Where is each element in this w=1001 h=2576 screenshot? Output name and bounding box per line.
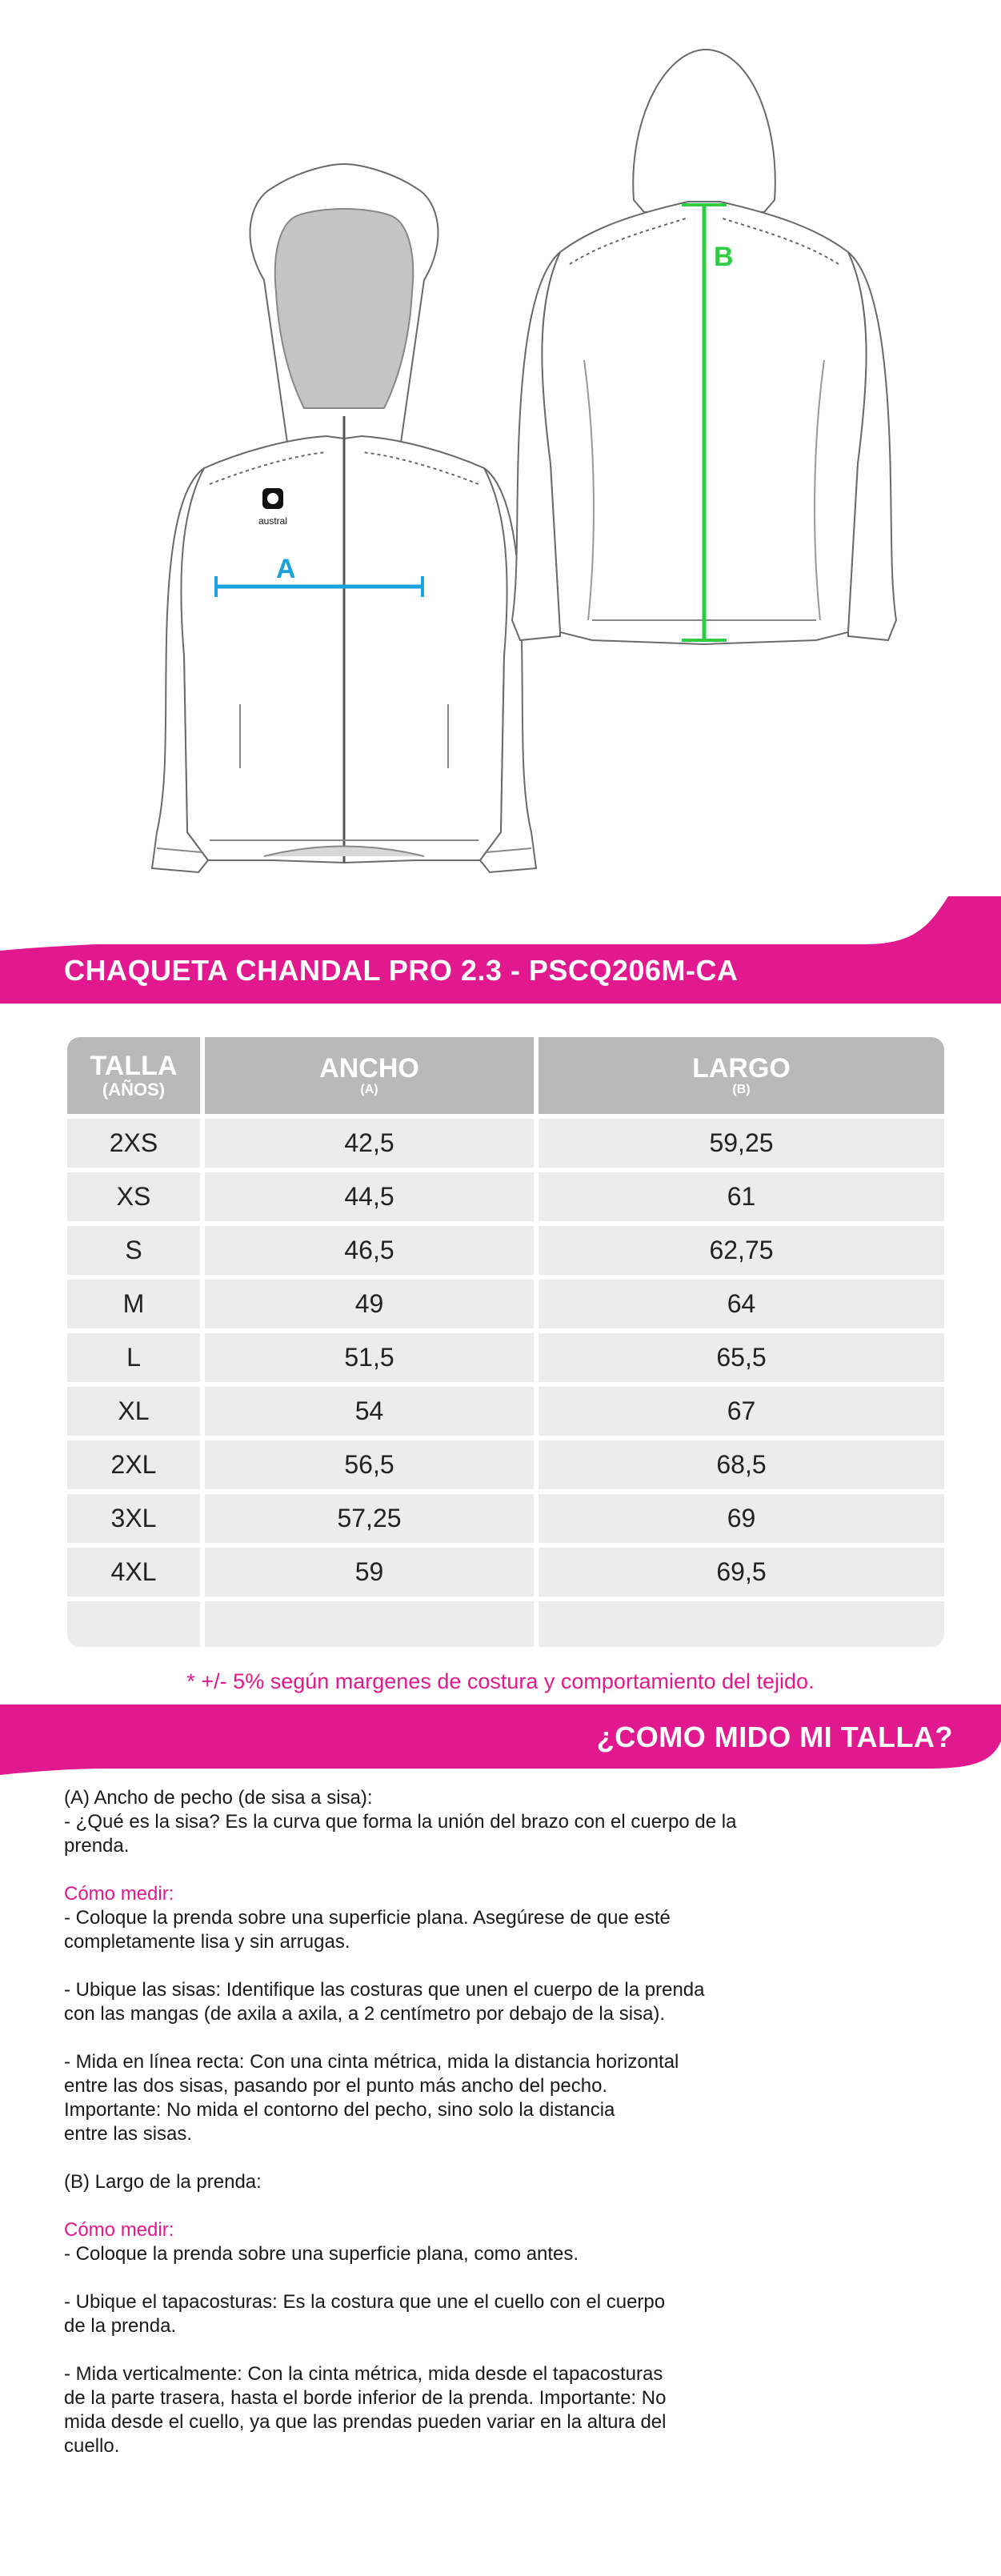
- cell-talla: M: [122, 1289, 145, 1318]
- cell-talla: 3XL: [110, 1504, 157, 1532]
- tolerance-note: * +/- 5% según margenes de costura y comportamiento del tejido.: [186, 1669, 815, 1693]
- product-title: CHAQUETA CHANDAL PRO 2.3 - PSCQ206M-CA: [64, 954, 739, 987]
- cell-largo: [539, 1601, 944, 1647]
- cell-largo: 67: [727, 1396, 756, 1425]
- size-table: [67, 1037, 944, 1647]
- cell-ancho: 44,5: [344, 1182, 394, 1211]
- table-row: [67, 1387, 944, 1436]
- cell-talla: L: [126, 1343, 141, 1372]
- cell-talla: 4XL: [110, 1557, 157, 1586]
- cell-talla: S: [125, 1236, 142, 1264]
- how-to-measure-b: Cómo medir:: [64, 2219, 174, 2241]
- table-row: [67, 1119, 944, 1168]
- table-row: [67, 1226, 944, 1275]
- cell-largo: 69: [727, 1504, 756, 1532]
- cell-talla: 2XL: [110, 1450, 157, 1479]
- table-row: [67, 1280, 944, 1328]
- cell-largo: 64: [727, 1289, 756, 1318]
- jacket-illustration: [0, 0, 1001, 896]
- measuring-guide: (A) Ancho de pecho (de sisa a sisa): - ¿Qué es la sisa? Es la curva que forma la unión del brazo con el cuerpo de la prenda. Cómo medir: - Coloque la prenda sobre una superficie plana. Asegúrese de que esté completamente lisa y sin arrugas. - Ubique las sisas: Identifique las costuras que unen el cuerpo de la prenda con las mangas (de axila a axila, a 2 centímetro por debajo de la sisa). - Mida en línea recta: Con una cinta métrica, mida la distancia horizontal entre las dos sisas, pasando por el punto más ancho del pecho. Importante: No mida el contorno del pecho, sino solo la distancia entre las sisas. (B) Largo de la prenda: Cómo medir: - Coloque la prenda sobre una superficie plana, como antes. - Ubique el tapacosturas: Es la costura que une el cuello con el cuerpo de la prenda. - Mida verticalmente: Con la cinta métrica, mida desde el tapacosturas de la parte trasera, hasta el borde inferior de la prenda. Importante: No mida desde el cuello, ya que las prendas pueden variar en la altura del cuello.: [64, 1786, 768, 2458]
- cell-ancho: 59: [354, 1557, 384, 1586]
- cell-talla: 2XS: [109, 1128, 158, 1157]
- cell-talla: XL: [118, 1396, 150, 1425]
- cell-largo: 59,25: [709, 1128, 774, 1157]
- cell-ancho: 46,5: [344, 1236, 394, 1264]
- cell-ancho: 49: [354, 1289, 384, 1318]
- cell-largo: 61: [727, 1182, 756, 1211]
- cell-ancho: 51,5: [344, 1343, 394, 1372]
- front-hood-inner: [275, 209, 414, 408]
- table-row: [67, 1548, 944, 1596]
- table-row: [67, 1494, 944, 1543]
- product-title-banner: [0, 896, 1001, 1004]
- cell-largo: 68,5: [716, 1450, 767, 1479]
- measure-b-label: B: [714, 242, 734, 272]
- table-row: [67, 1172, 944, 1221]
- cell-largo: 69,5: [716, 1557, 767, 1586]
- guide-title-banner: [0, 1705, 1001, 1775]
- svg-text:austral: austral: [258, 515, 288, 527]
- how-to-measure-a: Cómo medir:: [64, 1883, 174, 1905]
- table-row: [67, 1440, 944, 1489]
- guide-title: ¿COMO MIDO MI TALLA?: [596, 1721, 953, 1753]
- cell-ancho: [205, 1601, 534, 1647]
- cell-ancho: 42,5: [344, 1128, 394, 1157]
- cell-ancho: 54: [354, 1396, 384, 1425]
- cell-largo: 65,5: [716, 1343, 767, 1372]
- header-ancho: ANCHO (A): [319, 1053, 419, 1096]
- header-talla: TALLA (AÑOS): [90, 1051, 178, 1100]
- measure-a-label: A: [276, 554, 296, 584]
- cell-ancho: 56,5: [344, 1450, 394, 1479]
- cell-talla: XS: [116, 1182, 151, 1211]
- table-row: [67, 1333, 944, 1382]
- header-largo: LARGO (B): [692, 1053, 791, 1096]
- back-hood: [633, 50, 775, 212]
- cell-talla: [67, 1601, 200, 1647]
- cell-ancho: 57,25: [337, 1504, 402, 1532]
- table-row: [67, 1601, 944, 1647]
- cell-largo: 62,75: [709, 1236, 774, 1264]
